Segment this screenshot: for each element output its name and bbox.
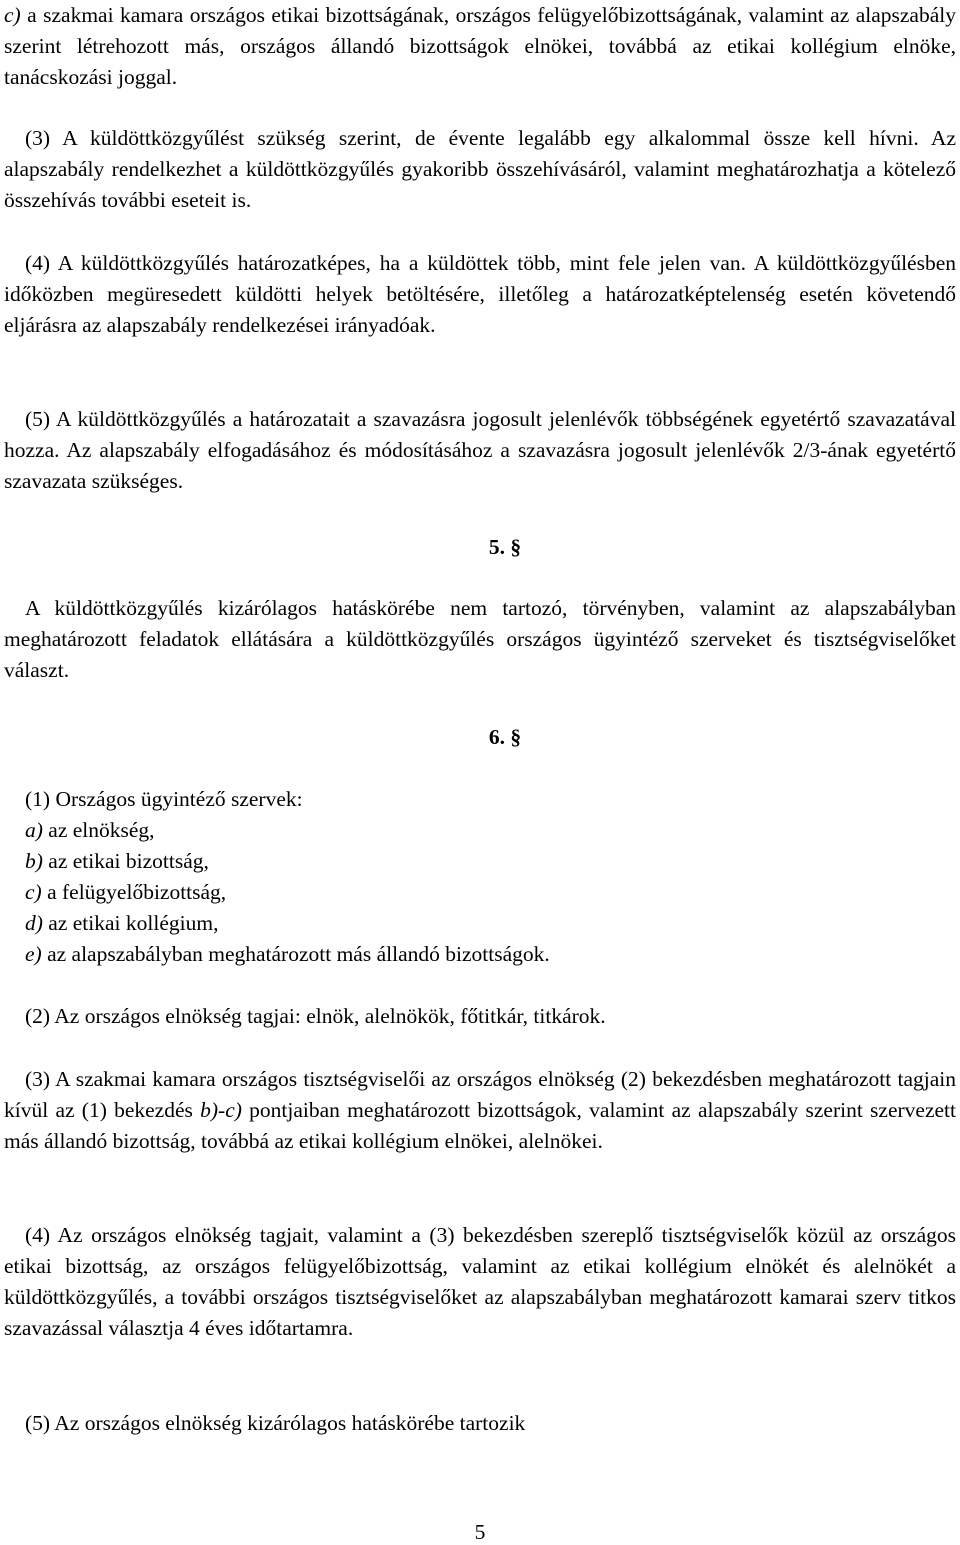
- document-page: [4, 0, 956, 1545]
- list-item: [25, 846, 955, 877]
- paragraph-c-continuation: [4, 0, 956, 93]
- list-marker: c): [4, 3, 21, 27]
- list-item: [25, 877, 955, 908]
- list-item-text: az elnökség,: [42, 818, 155, 842]
- list-item-text: a felügyelőbizottság,: [41, 880, 227, 904]
- list-marker: e): [25, 942, 42, 966]
- list-marker: d): [25, 911, 43, 935]
- section-6-paragraph-3: [4, 1064, 956, 1157]
- list-marker: b): [25, 849, 43, 873]
- paragraph-5: (5) A küldöttközgyűlés a határozatait a szavazásra jogosult jelenlévők többségének egyetértő szavazatával hozza. Az alapszabály elfogadásához és módosításához a szavazásra jogosult jelenlévők 2/3-ának egyetértő szavazata szükséges.: [4, 407, 956, 493]
- section-6-paragraph-4: (4) Az országos elnökség tagjait, valamint a (3) bekezdésben szereplő tisztségviselők közül az országos etikai bizottság, az országos felügyelőbizottság, valamint az etikai kollégium elnökét és alelnökét a küldöttközgyűlés, a további országos tisztségviselőket az alapszabályban meghatározott kamarai szerv titkos szavazással választja 4 éves időtartamra.: [4, 1223, 956, 1340]
- list-item: [25, 815, 955, 846]
- list-item: [25, 939, 955, 970]
- paragraph-4: (4) A küldöttközgyűlés határozatképes, ha a küldöttek több, mint fele jelen van. A küldöttközgyűlésben időközben megüresedett küldötti helyek betöltésére, illetőleg a határozatképtelenség esetén követendő eljárásra az alapszabály rendelkezései irányadóak.: [4, 251, 956, 337]
- list-marker: c): [25, 880, 42, 904]
- list-item-text: az etikai bizottság,: [42, 849, 209, 873]
- list-item-text: az etikai kollégium,: [42, 911, 219, 935]
- section-6-heading: 6. §: [488, 725, 522, 749]
- section-6-paragraph-2: (2) Az országos elnökség tagjai: elnök, alelnökök, főtitkár, titkárok.: [25, 1004, 606, 1028]
- list-item-text: az alapszabályban meghatározott más állandó bizottságok.: [41, 942, 550, 966]
- list-marker: a): [25, 818, 43, 842]
- paragraph-3: (3) A küldöttközgyűlést szükség szerint, de évente legalább egy alkalommal össze kell hívni. Az alapszabály rendelkezhet a küldöttközgyűlés gyakoribb összehívásáról, valamint meghatározhatja a kötelező összehívás további eseteit is.: [4, 126, 956, 212]
- list-intro: (1) Országos ügyintéző szervek:: [25, 787, 303, 811]
- section-6-paragraph-1: [25, 784, 955, 970]
- section-5-heading: 5. §: [488, 535, 522, 559]
- paragraph-text: pontjaiban meghatározott bizottságok, valamint az alapszabály szerint szervezett más állandó bizottság, továbbá az etikai kollégium elnökei, alelnökei.: [4, 1098, 956, 1153]
- point-reference: b)-c): [200, 1098, 242, 1122]
- section-6-paragraph-5: (5) Az országos elnökség kizárólagos hatáskörébe tartozik: [25, 1411, 526, 1435]
- paragraph-text: (3) A szakmai kamara országos tisztségviselői az országos elnökség (2) bekezdésben meghatározott tagjain kívül az (1) bekezdés: [4, 1067, 956, 1122]
- paragraph-text: a szakmai kamara országos etikai bizottságának, országos felügyelőbizottságának, valamint az alapszabály szerint létrehozott más, országos állandó bizottságok elnökei, továbbá az etikai kollégium elnöke, tanácskozási joggal.: [4, 3, 956, 89]
- list-item: [25, 908, 955, 939]
- section-5-text: A küldöttközgyűlés kizárólagos hatáskörébe nem tartozó, törvényben, valamint az alapszabályban meghatározott feladatok ellátására a küldöttközgyűlés országos ügyintéző szerveket és tisztségviselőket választ.: [4, 596, 956, 682]
- page-number: 5: [474, 1520, 486, 1544]
